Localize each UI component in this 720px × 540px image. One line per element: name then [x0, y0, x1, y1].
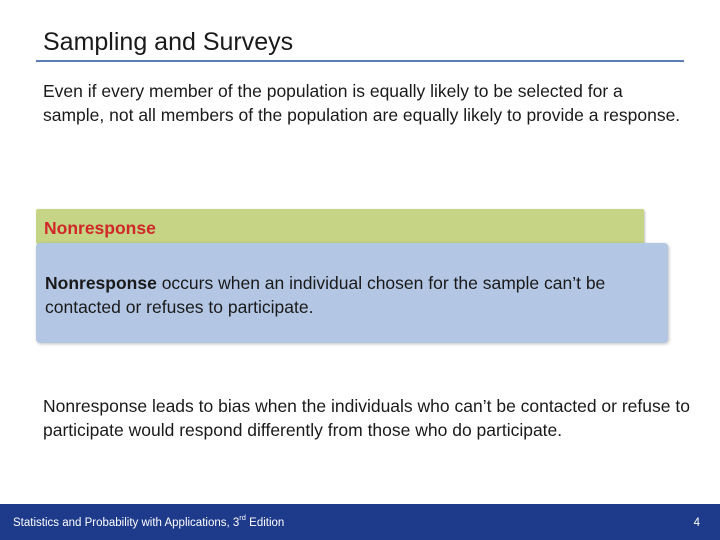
slide-title: Sampling and Surveys — [43, 28, 294, 56]
footer-bar — [0, 504, 720, 540]
footer-book-ordinal: rd — [239, 513, 246, 523]
footer-book-suffix: Edition — [245, 517, 285, 529]
definition-description: occurs when an individual chosen for the sample can’t be contacted or refuses to participate. — [45, 273, 606, 317]
definition-header-label: Nonresponse — [44, 218, 156, 238]
intro-paragraph: Even if every member of the population is equally likely to be selected for a sample, not all members of the population are equally likely to provide a response. — [43, 81, 681, 125]
bias-paragraph: Nonresponse leads to bias when the individuals who can’t be contacted or refuse to participate would respond differently from those who do participate. — [43, 396, 690, 440]
footer-book-prefix: Statistics and Probability with Applications, 3 — [13, 517, 240, 529]
page-number: 4 — [693, 517, 700, 529]
definition-box — [36, 209, 668, 343]
definition-body — [36, 243, 668, 343]
definition-header — [36, 209, 644, 244]
footer-book-title — [13, 513, 285, 530]
definition-term: Nonresponse — [45, 273, 157, 293]
title-divider — [36, 60, 684, 62]
definition-text — [45, 271, 660, 319]
